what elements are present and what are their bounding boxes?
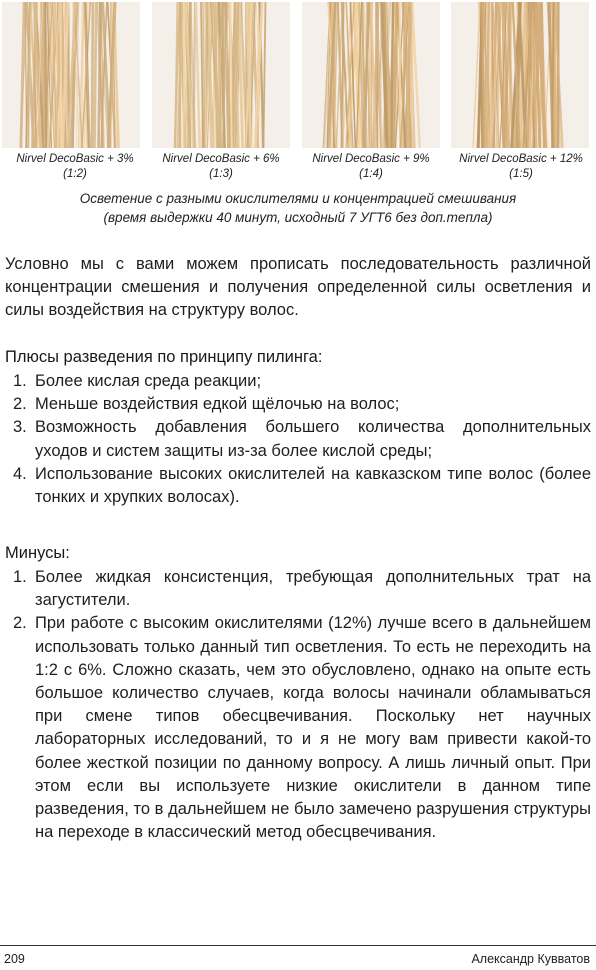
swatch-caption-4 (446, 152, 596, 182)
swatch-ratio: (1:3) (209, 168, 233, 180)
cons-heading: Минусы: (5, 544, 70, 562)
hair-strand (215, 2, 217, 148)
list-item: 2. Меньше воздействия едкой щёлочью на волос; (13, 395, 400, 414)
hair-swatch-4 (451, 2, 589, 148)
swatch-label: Nirvel DecoBasic + 9% (312, 153, 430, 165)
swatch-caption-2 (146, 152, 296, 182)
hair-texture (2, 2, 140, 148)
figure-caption-line: (время выдержки 40 минут, исходный 7 УГТ6 без доп.тепла) (103, 210, 493, 225)
swatch-ratio: (1:4) (359, 168, 383, 180)
list-item: 1. Более кислая среда реакции; (13, 372, 262, 390)
hair-strand (334, 2, 335, 148)
hair-strand (400, 2, 401, 148)
hair-texture (302, 2, 440, 148)
intro-paragraph: Условно мы с вами можем прописать последовательность различной концентрации смешения и получения определенной силы осветления и силы воздействия на структуру волос. (5, 255, 591, 320)
figure-caption-line: Осветение с разными окислителями и концентрацией смешивания (79, 191, 517, 206)
swatch-label: Nirvel DecoBasic + 6% (162, 153, 280, 165)
figure-caption (0, 189, 596, 227)
footer-divider (0, 945, 596, 946)
hair-strand (95, 2, 97, 148)
hair-strand (184, 2, 185, 148)
hair-strand (230, 2, 231, 148)
hair-texture (152, 2, 290, 148)
list-item: 4. Использование высоких окислителей на кавказском типе волос (более тонких и хрупких волосах). (13, 464, 591, 507)
hair-strand (43, 2, 44, 148)
pros-heading: Плюсы разведения по принципу пилинга: (5, 348, 323, 366)
swatch-label: Nirvel DecoBasic + 3% (16, 153, 134, 165)
page-number: 209 (4, 952, 25, 966)
hair-swatch-2 (152, 2, 290, 148)
swatch-ratio: (1:2) (63, 168, 87, 180)
hair-swatch-3 (302, 2, 440, 148)
list-item: 3. Возможность добавления большего количества дополнительных уходов и систем защиты из-за более кислой среды; (13, 418, 591, 460)
list-item: 1. Более жидкая консистенция, требующая дополнительных трат на загустители. (13, 568, 591, 610)
list-item: 2. При работе с высоким окислителями (12%) лучше всего в дальнейшем использовать только данный тип осветления. То есть не переходить на 1:2 с 6%. Сложно сказать, чем это обусловлено, однако на опыте есть большое количество случаев, когда волосы начинали обламываться при смене типов обесцвечивания. Поскольку нет научных лабораторных исследований, то и я не могу вам привести какой-то более жесткой позиции по данному вопросу. А лишь личный опыт. При этом если вы используете низкие окислители в данном типе разведения, то в дальнейшем не было замечено разрушения структуры на переходе в классический метод обесцвечивания. (13, 614, 591, 842)
hair-texture (451, 2, 589, 148)
pros-list (5, 370, 591, 509)
swatch-ratio: (1:5) (509, 168, 533, 180)
hair-swatch-1 (2, 2, 140, 148)
hair-swatch-figure (0, 0, 596, 150)
cons-list (5, 566, 591, 844)
author-name: Александр Кувватов (471, 952, 590, 966)
hair-strand (223, 2, 225, 148)
swatch-label: Nirvel DecoBasic + 12% (459, 153, 583, 165)
swatch-caption-1 (0, 152, 150, 182)
hair-strand (92, 2, 93, 148)
swatch-caption-3 (296, 152, 446, 182)
